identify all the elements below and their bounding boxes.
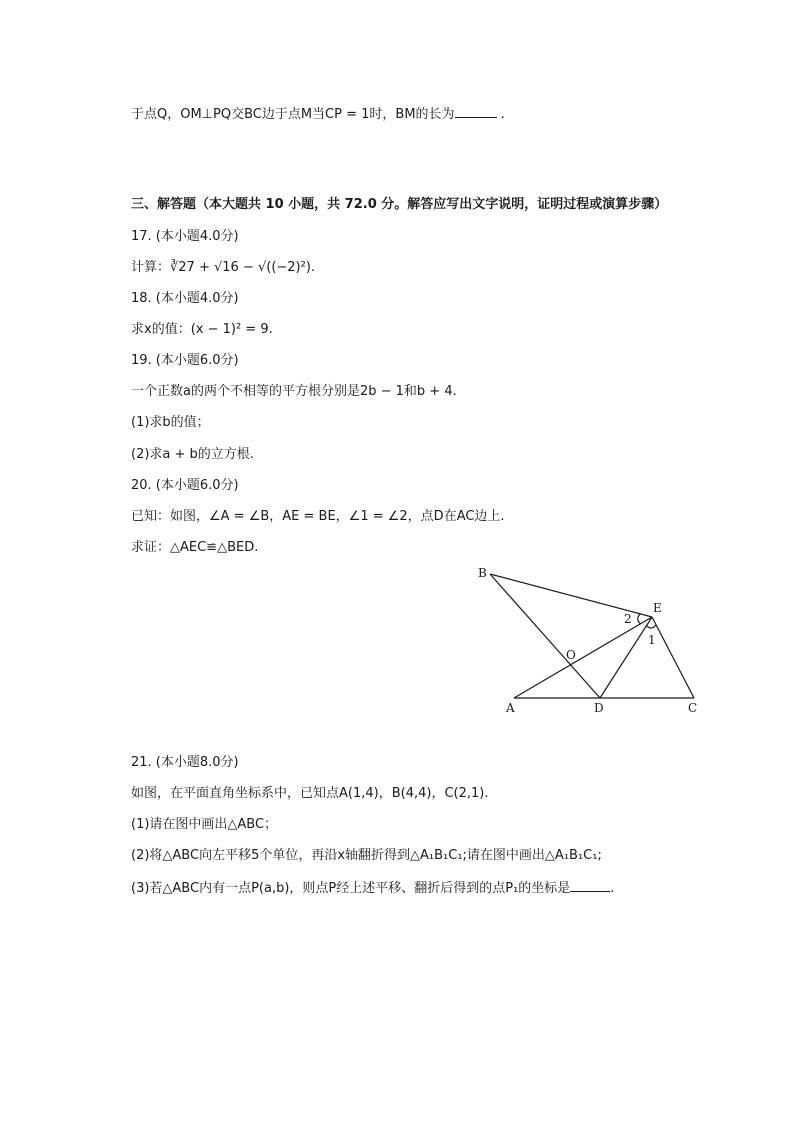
segment-BE: [490, 574, 652, 617]
angle-1-arc: [646, 625, 656, 628]
question-20-text: 已知：如图，∠A = ∠B，AE = BE，∠1 = ∠2，点D在AC边上.: [131, 509, 505, 524]
answer-blank[interactable]: [570, 878, 610, 892]
section-heading: 三、解答题（本大题共 10 小题，共 72.0 分。解答应写出文字说明，证明过程或演算步骤）: [131, 197, 668, 212]
question-21-part-2: (2)将△ABC向左平移5个单位，再沿x轴翻折得到△A₁B₁C₁;请在图中画出△A₁B₁C₁;: [131, 848, 602, 863]
text-line-continuation: 于点Q，OM⊥PQ交BC边于点M当CP = 1时，BM的长为 .: [131, 104, 505, 124]
question-18-text: 求x的值：(x − 1)² = 9.: [131, 322, 273, 337]
answer-blank[interactable]: [455, 104, 497, 118]
question-17-header: 17. (本小题4.0分): [131, 229, 239, 244]
question-20-prove: 求证：△AEC≌△BED.: [131, 540, 259, 555]
question-20-header: 20. (本小题6.0分): [131, 478, 239, 493]
question-18-header: 18. (本小题4.0分): [131, 291, 239, 306]
question-19-text: 一个正数a的两个不相等的平方根分别是2b − 1和b + 4.: [131, 384, 457, 399]
label-O: O: [566, 648, 576, 662]
question-21-part-3: (3)若△ABC内有一点P(a,b)，则点P经上述平移、翻折后得到的点P₁的坐标是 .: [131, 878, 614, 898]
label-angle-2: 2: [624, 612, 632, 626]
label-angle-1: 1: [648, 633, 656, 647]
label-D: D: [594, 701, 604, 715]
label-A: A: [506, 701, 515, 715]
question-19-part-1: (1)求b的值；: [131, 415, 210, 430]
question-17-text: 计算：∛27 + √16 − √((−2)²).: [131, 260, 316, 275]
segment-DE: [600, 617, 652, 698]
question-21-header: 21. (本小题8.0分): [131, 755, 239, 770]
segment-AE: [514, 617, 652, 698]
label-E: E: [653, 601, 662, 615]
question-19-part-2: (2)求a + b的立方根.: [131, 447, 254, 462]
question-21-text: 如图，在平面直角坐标系中，已知点A(1,4)，B(4,4)，C(2,1).: [131, 786, 489, 801]
label-B: B: [478, 566, 487, 580]
label-C: C: [688, 701, 698, 715]
angle-2-arc: [638, 614, 641, 624]
triangle-figure: [470, 560, 710, 720]
question-19-header: 19. (本小题6.0分): [131, 353, 239, 368]
question-21-part-1: (1)请在图中画出△ABC；: [131, 817, 278, 832]
segment-EC: [652, 617, 694, 698]
